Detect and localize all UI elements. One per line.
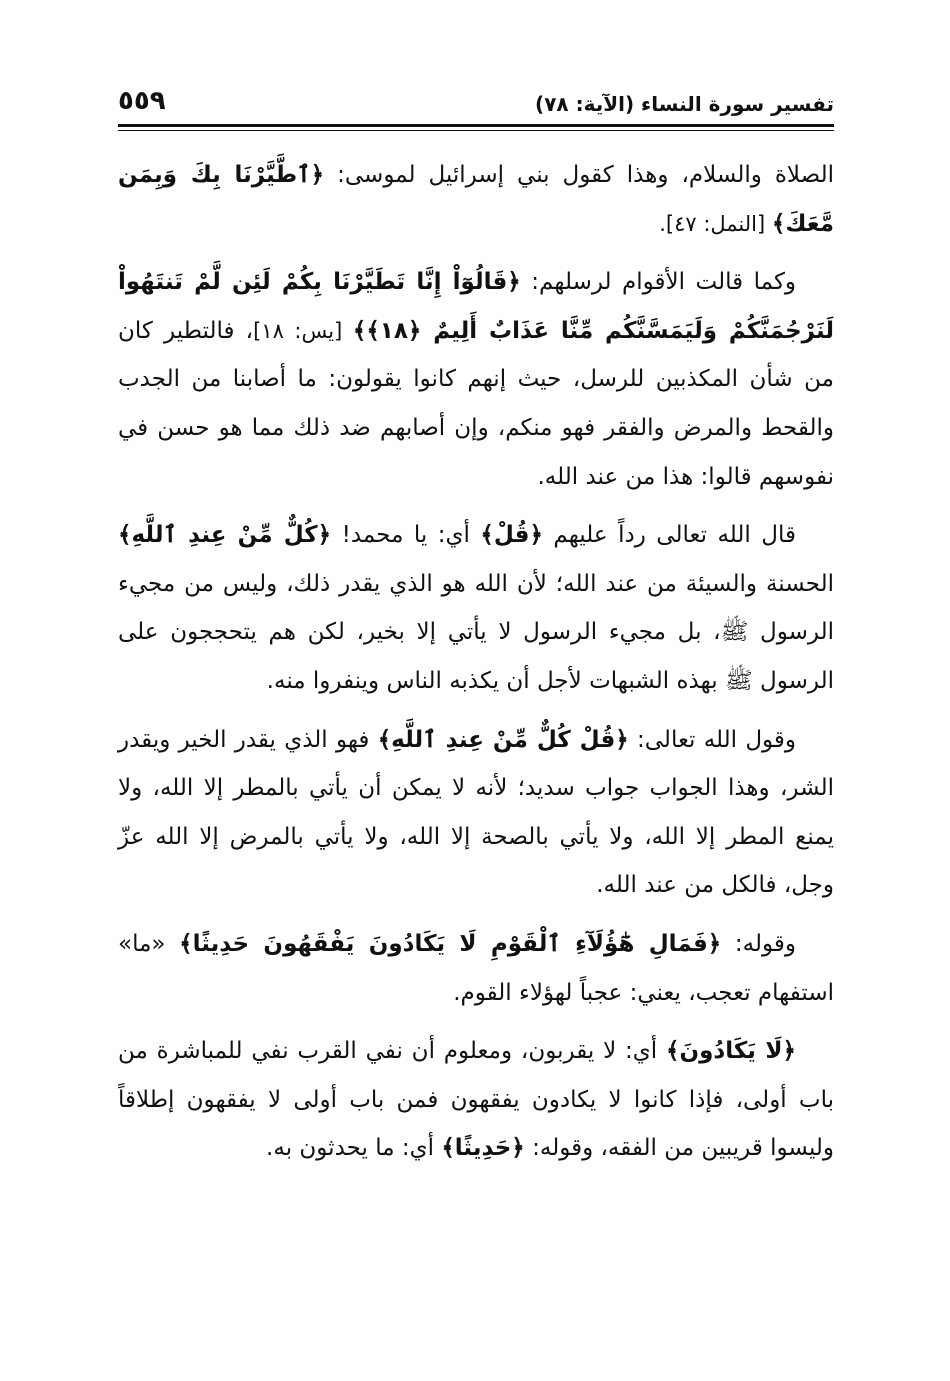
header-rule-thick bbox=[118, 124, 834, 127]
quran-verse: ﴿ٱطَّيَّرْنَا بِكَ وَبِمَن مَّعَكَ﴾ bbox=[118, 162, 834, 237]
header-rule-thin bbox=[118, 130, 834, 131]
text-segment: أي: يا محمد! bbox=[331, 522, 481, 549]
quran-verse: ﴿فَمَالِ هَٰٓؤُلَآءِ ٱلْقَوْمِ لَا يَكَادُونَ يَفْقَهُونَ حَدِيثًا﴾ bbox=[179, 930, 722, 957]
text-segment: قال الله تعالى رداً عليهم bbox=[542, 522, 796, 549]
running-header bbox=[118, 78, 834, 116]
verse-reference: [النمل: ٤٧]. bbox=[659, 211, 772, 236]
quran-verse: ﴿قَالُوٓاْ إِنَّا تَطَيَّرْنَا بِكُمْ لَئِن لَّمْ تَنتَهُواْ لَنَرْجُمَنَّكُمْ وَلَيَمَسَّنَّكُم مِّنَّا عَذَابٌ أَلِيمٌ ﴿١٨﴾﴾ bbox=[118, 269, 835, 344]
quran-verse: ﴿كُلٌّ مِّنْ عِندِ ٱللَّهِ﴾ bbox=[118, 522, 332, 549]
text-segment: وقول الله تعالى: bbox=[628, 726, 797, 753]
quran-verse: ﴿حَدِيثًا﴾ bbox=[441, 1135, 525, 1162]
text-segment: الحسنة والسيئة من عند الله؛ لأن الله هو الذي يقدر ذلك، وليس من مجيء الرسول ﷺ، بل مجيء الرسول لا يأتي إلا بخير، لكن هم يتحججون على الرسول ﷺ بهذه الشبهات لأجل أن يكذبه الناس وينفروا منه. bbox=[118, 570, 834, 694]
text-segment: أي: ما يحدثون به. bbox=[266, 1135, 442, 1162]
paragraph-3 bbox=[118, 511, 834, 705]
book-page bbox=[118, 78, 834, 1183]
body-text bbox=[118, 151, 834, 1173]
quran-verse: ﴿قُلْ كُلٌّ مِّنْ عِندِ ٱللَّهِ﴾ bbox=[377, 726, 629, 753]
quran-verse: ﴿قُلْ﴾ bbox=[480, 522, 543, 549]
running-title: تفسير سورة النساء (الآية: ٧٨) bbox=[535, 92, 834, 116]
verse-reference: [يس: ١٨] bbox=[253, 318, 353, 343]
text-segment: أي: لا يقربون، ومعلوم أن نفي القرب نفي للمباشرة من باب أولى، فإذا كانوا لا يكادون يفقهون فمن باب أولى لا يفقهون إطلاقاً وليسوا قريبين من الفقه، وقوله: bbox=[118, 1038, 834, 1162]
text-segment: «ما» استفهام تعجب، يعني: عجباً لهؤلاء القوم. bbox=[118, 930, 834, 1006]
paragraph-4 bbox=[118, 716, 834, 910]
text-segment: فهو الذي يقدر الخير ويقدر الشر، وهذا الجواب جواب سديد؛ لأنه لا يمكن أن يأتي بالمطر إلا الله، ولا يمنع المطر إلا الله، ولا يأتي بالصحة إلا الله، ولا يأتي بالمرض إلا الله عزّ وجل، فالكل من عند الله. bbox=[118, 726, 834, 899]
page-number: ٥٥٩ bbox=[118, 86, 166, 116]
paragraph-5 bbox=[118, 920, 834, 1017]
paragraph-6 bbox=[118, 1027, 834, 1173]
quran-verse: ﴿لَا يَكَادُونَ﴾ bbox=[666, 1038, 796, 1065]
text-segment: وقوله: bbox=[721, 930, 796, 957]
text-segment: الصلاة والسلام، وهذا كقول بني إسرائيل لموسى: bbox=[324, 162, 834, 188]
text-segment: ، فالتطير كان من شأن المكذبين للرسل، حيث إنهم كانوا يقولون: ما أصابنا من الجدب والقحط والمرض والفقر فهو منكم، وإن أصابهم ضد ذلك مما هو حسن في نفوسهم قالوا: هذا من عند الله. bbox=[118, 317, 834, 490]
text-segment: وكما قالت الأقوام لرسلهم: bbox=[520, 269, 796, 296]
paragraph-1 bbox=[118, 151, 834, 248]
paragraph-2 bbox=[118, 258, 834, 501]
